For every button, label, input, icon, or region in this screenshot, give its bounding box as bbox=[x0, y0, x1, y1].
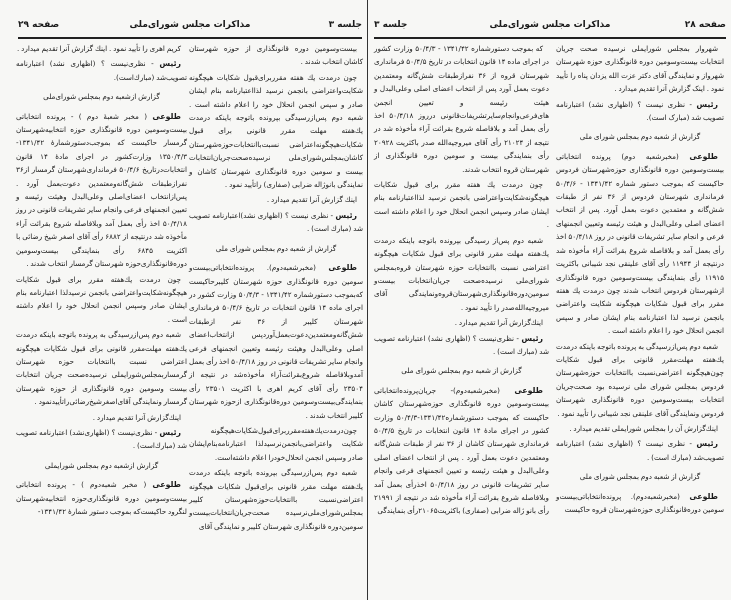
page-number: صفحه ۲۹ bbox=[18, 20, 60, 30]
paragraph-text: - نظری نیست ؟ (اظهاری نشد) اعتبارنامه تصویب‌شد (مبارك است) . bbox=[556, 439, 724, 462]
page-header bbox=[374, 20, 726, 36]
paragraph-text: ( مخبر شعبه‌دوم ) - پرونده انتخاباتی بیست‌وسومین دوره قانونگذاری‌حوزه انتخابیه‌شهرستان لنگرود حاکیست‌که بموجب دستور شمارهٔ ۱۳۴۱/۴۲- bbox=[16, 480, 187, 516]
paragraph bbox=[189, 193, 363, 206]
paragraph bbox=[556, 42, 724, 96]
session-number: جلسه ۳ bbox=[374, 20, 408, 30]
paragraph bbox=[189, 42, 363, 69]
section-heading: گزارش ازشعبه دوم بمجلس شورای‌ملی bbox=[43, 92, 160, 102]
paragraph-text: شعبه دوم پس‌از رسیدگی بپرونده باتوجه باینکه درمدت یك‌هفته مهلت مقرر قانونی برای قبول شكایات هیچگونه اعتراضی نسبت باانتخابات حوزه شهرستان قروه‌بمجلس شورای‌ملی نرسیده‌صحت جریان‌انتخابات بیست‌و سومین‌دوره‌قانونگذاری‌شهرستان‌قروه‌و‌نمایندگی آقای میروجیه‌الله‌صدر را تأیید نمود . bbox=[374, 235, 549, 312]
paragraph-text: شعبه دوم پس‌ازرسیدگی به پرونده باتوجه باینکه درمدت یك‌هفته مهلت‌مقرر قانونی برای قبول شكایات هیچگونه اعتراضی نسبت باانتخابات حوزه شهرستان گرمسار‌بمجلس‌شورایملی نرسیده‌صحت جریان انتخابات بیست وسومین دوره قانونگذاری از حوزه شهرستان گرمسار ونمایندگی آقای‌اصغر‌شیخ‌رضائی‌راتأییدنمود . bbox=[16, 330, 187, 407]
paragraph bbox=[374, 234, 549, 314]
paragraph-text: - نظری‌نیست ؟ (اظهاری نشد) اعتبارنامه تصویب شد (مبارك است) . bbox=[374, 333, 549, 356]
paragraph bbox=[16, 328, 187, 408]
speaker-name: رئیس bbox=[159, 59, 181, 69]
speaker-name: رئیس bbox=[521, 333, 543, 343]
speaker-name: رئیس bbox=[696, 439, 718, 449]
paragraph bbox=[16, 273, 187, 327]
paragraph bbox=[16, 42, 187, 55]
paragraph-text: - نظری نیست ؟ (اظهاری نشد) اعتبارنامه تصویب شد (مبارک است). bbox=[556, 99, 724, 123]
paragraph bbox=[556, 422, 724, 435]
section-heading: گزارش از شعبه دوم بمجلس شورای ملی bbox=[579, 472, 701, 482]
paragraph bbox=[374, 178, 549, 232]
section-heading: گزارش از شعبه دوم بمجلس شورای ملی bbox=[215, 243, 337, 253]
paragraph-text: (مخبرشعبه دوم) پرونده انتخاباتی بیست‌وسومین دوره قانونگذاری حوزه‌شهرستان فردوس حاکیست که بموجب دستور شماره ۱۳۴۱/۴۲ - ۵۰/۴/۶ فرمانداری شهرستان فردوس از ۳۶ نفر از طبقات شش‌گانه و معتمدین دعوت بعمل آورد. پس از انتخاب اعضای اصلی وعلی‌البدل و هیئت رئیسه وتعیین انجمنهای فرعی و انجام سایر تشریفات قانونی در روز ۵۰/۴/۱۸ اخذ رأی بعمل آمد و بلافاصله شروع بقرائت آراء مأخوذه شد درنتیجه از ۱۱۹۴۴ رأی آقای علینقی نجد شیبانی باکثریت ۱۱۹۱۵ رأی بنمایندگی بیست‌وسومین دوره قانونگذاری ازشهرستان فردوس انتخاب شدند چون درمدت یك هفته مقرر برای قبول شكایات هیچگونه شکایت واعتراضی بانجمن نرسید لذا اعتبارنامه بنام ایشان صادر و سپس انجمن انحلال خود را اعلام داشته است . bbox=[556, 151, 724, 336]
paragraph bbox=[16, 478, 187, 518]
section-heading: گزارش از شعبه دوم بمجلس شورای ملی bbox=[579, 132, 701, 142]
speaker-name: رئیس bbox=[159, 427, 181, 437]
running-title: مذاکرات مجلس شورای‌ملی bbox=[129, 20, 251, 30]
speaker-name: طلوعی bbox=[152, 111, 181, 121]
paragraph bbox=[189, 261, 363, 422]
running-title: مذاکرات مجلس شورای‌ملی bbox=[489, 20, 611, 30]
column bbox=[556, 42, 724, 518]
section-heading: گزارش ازشعبه دوم بمجلس شورایملی bbox=[44, 460, 159, 470]
paragraph bbox=[374, 332, 549, 359]
paragraph bbox=[556, 437, 724, 464]
header-rule bbox=[374, 37, 726, 39]
paragraph-text: کریم اهری را تأیید نمود . اینك گزارش آنرا تقدیم میدارد . bbox=[17, 44, 181, 53]
paragraph bbox=[189, 466, 363, 533]
paragraph-text: بیست‌وسومین دوره قانونگذاری از حوزه شهرستان کاشان انتخاب شدند . bbox=[189, 44, 363, 67]
speaker-name: طلوعی bbox=[152, 480, 181, 490]
paragraph bbox=[189, 71, 363, 192]
paragraph-text: چون درمدت یك هفته مقرربرای‌قبول شكایات هیچگونه شکایت‌واعتراضی بانجمن نرسید لذااعتبارنامه بنام ایشان صادر و سپس انجمن انحلال خود را اعلام داشته است . شعبه دوم پس‌ازرسیدگی بپرونده باتوجه باینکه درمدت یك‌هفته مهلت مقرر قانونی برای قبول شكایات‌هیچگونه‌اعتراضی نسبت‌باانتخابات‌حوزه‌شهرستان کاشان‌بمجلس‌شورای‌ملی نرسیده‌صحت‌جریان‌انتخابات بیست و سومین دوره قانونگذاری شهرستان کاشان و نمایندگی بانوژاله ضرابی (صفاری) راتأیید نمود . bbox=[189, 72, 363, 190]
page-header bbox=[18, 20, 362, 36]
page-28 bbox=[370, 0, 731, 600]
speaker-name: رئیس bbox=[335, 210, 357, 220]
column bbox=[16, 42, 187, 520]
paragraph-text: (مخبرشعبه‌دوم)- جریان‌پرونده‌انتخاباتی بیست‌وسومین دوره قانونگذاری حوزه‌شهرستان کاشان حاکیست که بموجب دستورشماره۱۳۴۱/۴۲-۵۰/۴/۳ وزارت کشور در اجرای مادهٔ ۱۴ قانون انتخابات در تاریخ ۵۰/۴/۵ فرمانداری شهرستان کاشان از ۳۶ نفر از طبقات شش‌گانه ومعتمدین دعوت بعمل آورد . پس از انتخاب اعضای اصلی وعلی‌البدل و هیئت رئیسه و تعیین انجمنهای فرعی وانجام سایر تشریفات قانونی در روز ۵۰/۴/۱۸ اخذرأی بعمل آمد وبلافاصله شروع بقرائت آراء مأخوذه شد در نتیجه از ۲۱۹۹۱ رأی بانو ژاله ضرابی (صفاری) باکثریت۲۱۰۶۵رأی بنمایندگی bbox=[374, 385, 550, 516]
speaker-name: طلوعی bbox=[689, 151, 718, 161]
paragraph bbox=[16, 426, 187, 453]
header-rule bbox=[18, 37, 362, 39]
paragraph-text: اینك‌گزارش آنرا تقدیم میدارد . bbox=[454, 318, 543, 328]
paragraph-text: (مخبرشعبه‌دوم). پرونده‌انتخاباتی‌بیست‌و سومین دوره‌قانونگذاری حوزه‌شهرستان قروه حاکیست bbox=[556, 491, 724, 514]
column bbox=[374, 42, 549, 520]
paragraph-text: شعبه دوم پس‌ازرسیدگی بپرونده باتوجه باینکه درمدت یك‌هفته مهلت مقرر قانونی برای‌قبول شكایات هیچگونه اعتراضی‌نسبت باانتخابات‌حوزه‌شهرستان کلیبر بمجلس‌شورای‌ملی‌نرسیده صحت‌جریان‌انتخابات‌بیست‌و سومین‌دوره قانونگذاری شهرستان کلیبر و نمایندگی آقای bbox=[189, 468, 363, 531]
session-number: جلسه ۳ bbox=[328, 20, 362, 30]
column bbox=[189, 42, 363, 535]
paragraph bbox=[16, 411, 187, 424]
paragraph bbox=[374, 384, 549, 518]
paragraph bbox=[556, 150, 724, 338]
paragraph-text: چون درمدت یك هفته مقرر برای قبول شكایات هیچگونه‌شکایت‌واعتراضی بانجمن نرسید لذااعتبارنامه بنام ایشان صادر وسپس انجمن انحلال خود را اعلام داشته است . bbox=[374, 180, 549, 230]
paragraph-text: اینك‌گزارش آنرا تقدیم میدارد . bbox=[92, 412, 181, 422]
paragraph-text: چون‌درمدت‌یك‌هفته‌مقرر‌برای‌قبول‌شكایات‌هیچگونه شکایت واعتراضی‌بانجمن‌نرسیدلذا اعتبارنامه‌بنام‌ایشان صادر وسپس انجمن انحلال‌خودرا اعلام داشته‌است. bbox=[189, 425, 363, 462]
paragraph bbox=[189, 209, 363, 236]
paragraph-text: چون درمدت یك‌هفته مقرر برای قبول شكایات هیچگونه‌شکایت‌واعتراضی بانجمن نرسیدلذا اعتبارنامه بنام ایشان صادر وسپس انجمن انحلال خود را اعلام داشته است . bbox=[16, 274, 187, 324]
paragraph-text: اینك گزارش آنرا تقدیم میدارد . bbox=[266, 195, 357, 205]
paragraph bbox=[374, 42, 549, 176]
paragraph bbox=[16, 57, 187, 84]
section-heading: گزارش از شعبه دوم بمجلس شورای ملی bbox=[401, 366, 522, 376]
paragraph-text: شعبه دوم پس‌ازرسیدگی به پرونده باتوجه باینکه درمدت یك‌هفته مهلت‌مقرر قانونی برای قبول شكایات چون‌هیچگونه اعتراضی‌نسبت باانتخابات حوزه‌شهرستان فردوس بمجلس شورای ملی نرسیده بود صحت‌جریان انتخابات بیست‌وسومین دوره قانونگذاری شهرستان فردوس ونمایندگی آقای علینقی نجد شیبانی را تأیید نمود . bbox=[556, 341, 724, 418]
speaker-name: طلوعی bbox=[328, 263, 357, 273]
paragraph-text: (مخبرشعبه‌دوم). پرونده‌انتخاباتی‌بیست‌و سومین دوره قانونگذاری حوزه شهرستان کلیبرحاکیست که‌بموجب دستورشماره ۱۳۴۱/۴۲ - ۵۰/۴/۳ وزارت کشور در اجرای ماده ۱۴ قانون انتخابات در تاریخ ۵۰/۴/۶ فرمانداری شهرستان کلیبر از ۳۶ نفر ازطبقات شش‌گانه‌ومعتمدین‌دعوت‌بعمل‌آورد‌پس از‌انتخاب‌اعضای اصلی وعلی‌البدل وهیئت رئیسه وتعیین انجمنهای فرعی وانجام سایر تشریفات قانونی در روز ۵۰/۴/۱۸ اخذ رأی بعمل آمدوبلافاصله شروع‌بقرائت‌آراء مأخوذه‌شد در نتیجه از ۲۳۵۰۴ رأی آقای کریم اهری با اکثریت ۲۳۵۰۱ رأی بنمایندگی‌بیست‌وسومین دوره‌قانونگذاری ازحوزه شهرستان کلیبر انتخاب شدند . bbox=[189, 263, 364, 420]
paragraph bbox=[556, 340, 724, 420]
paragraph bbox=[189, 424, 363, 464]
speaker-name: رئیس bbox=[696, 99, 718, 109]
paragraph bbox=[556, 490, 724, 517]
paragraph-text: - نظری‌نیست ؟ (اظهاری نشد) اعتبارنامه تصویب‌شد (مبارك‌است). bbox=[16, 59, 187, 82]
paragraph bbox=[16, 110, 187, 271]
paragraph-text: شهروار بمجلس شورایملی نرسیده صحت جریان انتخابات بیست‌وسومین دوره قانونگذاری حوزه شهرستان شهرواز و نمایندگی آقای دکتر عزت الله یزدان پناه را تأیید نمود . اینک گزارش آنرا تقدیم میدارد . bbox=[556, 44, 724, 94]
speaker-name: طلوعی bbox=[514, 385, 543, 395]
paragraph bbox=[556, 98, 724, 125]
paragraph-text: که بموجب دستورشماره ۱۳۴۱/۴۲ - ۵۰/۴/۳ وزارت کشور در اجرای ماده ۱۴ قانون انتخابات در تاریخ ۵۰/۴/۵ فرمانداری شهرستان قروه از ۳۶ نفرازطبقات شش‌گانه ومعتمدین دعوت بعمل آورد پس از انتخاب اعضای اصلی وعلی‌البدل و هیئت رئیسه و تعیین انجمن های‌فرعی‌وانجام‌سایر‌تشریفات‌قانونی درروز ۵۰/۴/۱۸ اخذ رأی بعمل آمد و بلافاصله شروع بقرائت آراء مأخوذه شد در نتیجه از ۲۱۰۲۴ رأی آقای میروجیه‌الله صدر باکثریت ۲۰۹۲۸ رأی بنمایندگی بیست و سومین دوره قانونگذاری از شهرستان قروه انتخاب شدند. bbox=[374, 44, 549, 174]
speaker-name: طلوعی bbox=[689, 491, 718, 501]
paragraph-text: - نظری‌نیست ؟ (اظهاری‌نشد) اعتبارنامه تصویب شد (مبارك‌است) . bbox=[16, 427, 187, 451]
paragraph-text: ( مخبر شعبهٔ دوم ) - پرونده انتخاباتی بیست‌وسومین دوره قانونگذاری حوزه انتخابیه‌شهرستان گرمسار حاکیست که بموجب‌دستورشمارهٔ ۱۳۴۱/۴۲- ۱۳۵۰/۴/۳ وزارت‌کشور در اجرای مادهٔ ۱۴ قانون انتخابات‌درتاریخ ۵۰/۴/۶ فرمانداری‌شهرستان گرمسار از۳۶ نفرازطبقات شش‌گانه‌ومعتمدین دعوت‌بعمل آورد . پس‌ازانتخاب اعضای‌اصلی وعلی‌البدل وهیئت رئیسه و تعیین انجمنهای فرعی وانجام سایر تشریفات قانونی در روز ۵۰/۴/۱۸ اخذ رأی بعمل آمد وبلافاصله شروع بقرائت آراء مأخوذه شد درنتیجه از ۶۸۸۲ رأی آقای اصغر شیخ رضائی با اکثریت ۶۸۴۵ رأی بنمایندگی بیست‌وسومین دوره‌قانونگذاری‌حوزه شهرستان گرمسار انتخاب شدند . bbox=[16, 111, 188, 269]
paragraph bbox=[374, 316, 549, 329]
paragraph-text: - نظری نیست ؟ (اظهاری نشد)اعتبارنامه تصویب شد (مبارك است) . bbox=[189, 210, 363, 234]
paragraph-text: اینك‌گزارش آن را بمجلس شورایملی تقدیم میدارد . bbox=[569, 423, 718, 433]
page-number: صفحه ۲۸ bbox=[684, 20, 726, 30]
